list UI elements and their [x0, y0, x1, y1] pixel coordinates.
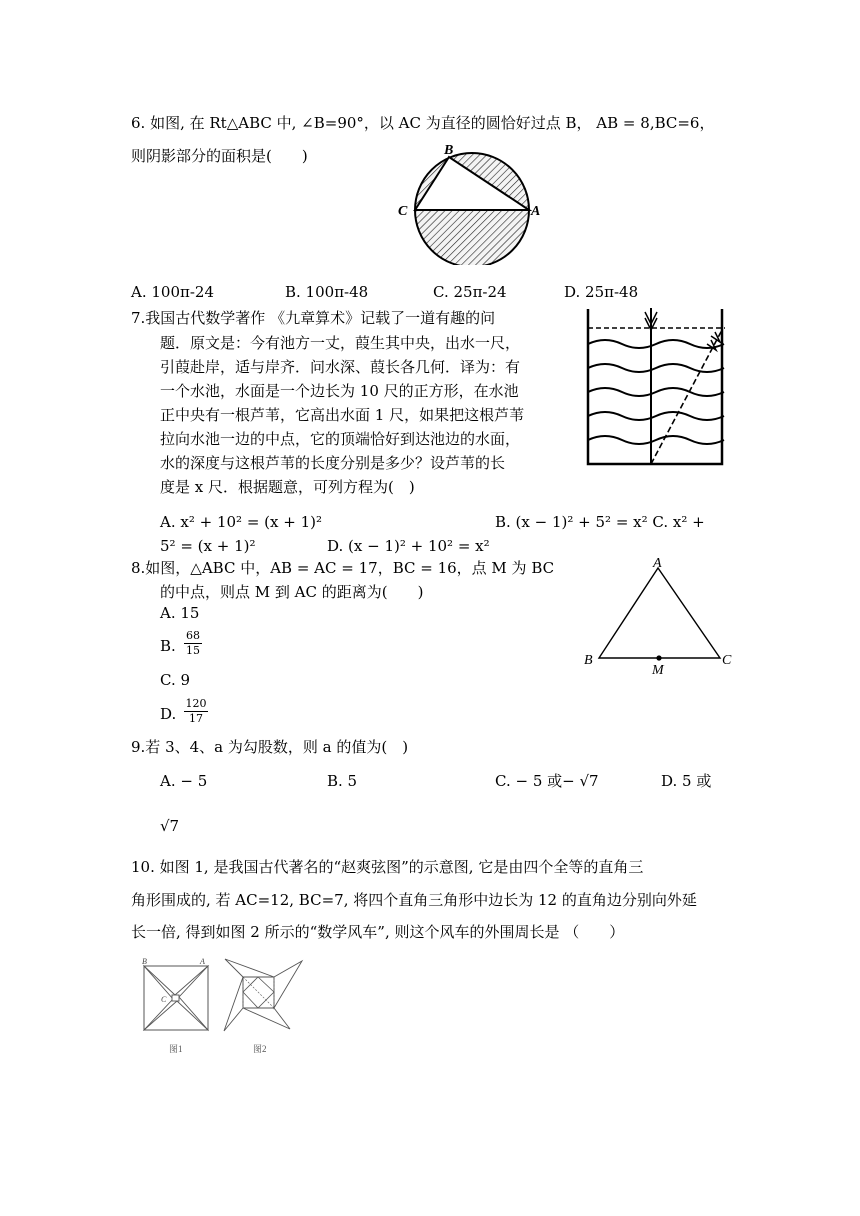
q10-fig1-label-a: A	[200, 957, 205, 966]
q9-stem: 9.若 3、4、a 为勾股数，则 a 的值为( )	[131, 738, 409, 756]
q7-line-6: 拉向水池一边的中点，它的顶端恰好到达池边的水面，	[160, 430, 521, 448]
q8-option-b-fraction	[184, 629, 202, 658]
q10-figure-2	[218, 955, 308, 1057]
q8-option-a: A. 15	[160, 604, 200, 622]
q10-fig1-caption: 图1	[169, 1044, 183, 1054]
q7-line-5: 正中央有一根芦苇，它高出水面 1 尺，如果把这根芦苇	[160, 406, 525, 424]
q10-fig2-caption: 图2	[253, 1044, 267, 1054]
q6-figure	[395, 140, 555, 265]
q9-option-d: D. 5 或	[661, 772, 712, 790]
q8-option-b-label: B.	[160, 637, 176, 655]
q6-label-a: A	[531, 204, 541, 219]
q8-line-2: 的中点，则点 M 到 AC 的距离为( )	[160, 583, 424, 601]
q7-option-c-cont: 5² = (x + 1)²	[160, 537, 256, 555]
q8-option-b-denominator: 15	[186, 644, 200, 657]
q6-option-d: D. 25π-48	[564, 283, 639, 301]
q10-fig1-label-b: B	[142, 957, 147, 966]
q8-option-b-numerator: 68	[186, 629, 200, 642]
q6-lower-shade	[415, 210, 529, 265]
q7-option-b-c: B. (x − 1)² + 5² = x² C. x² +	[495, 513, 705, 531]
q7-line-4: 一个水池，水面是一个边长为 10 尺的正方形，在水池	[160, 382, 519, 400]
q8-label-m: M	[652, 663, 664, 678]
q10-fig1-label-c: C	[161, 995, 167, 1004]
q8-option-d-fraction	[184, 697, 208, 726]
q8-option-d-numerator: 120	[185, 697, 207, 710]
q6-line-2: 则阴影部分的面积是( )	[131, 147, 308, 165]
q7-line-3: 引葭赴岸，适与岸齐．问水深、葭长各几何．译为：有	[160, 358, 521, 376]
q9-option-d-cont: √7	[160, 817, 180, 835]
q6-label-b: B	[444, 143, 454, 158]
q10-figure-1	[136, 955, 216, 1057]
q6-label-c: C	[398, 204, 408, 219]
q8-option-c: C. 9	[160, 671, 191, 689]
q6-line-1: 6. 如图, 在 Rt△ABC 中, ∠B=90°，以 AC 为直径的圆恰好过点 B， AB = 8,BC=6，	[131, 114, 715, 132]
q6-option-a: A. 100π-24	[131, 283, 215, 301]
q10-line-1: 10. 如图 1, 是我国古代著名的“赵爽弦图”的示意图, 它是由四个全等的直角三	[131, 858, 644, 876]
q7-pond-figure	[585, 306, 735, 468]
q9-option-c: C. − 5 或− √7	[495, 772, 599, 790]
q9-option-a: A. − 5	[160, 772, 208, 790]
q8-label-c: C	[722, 653, 732, 668]
q8-option-d-label: D.	[160, 705, 177, 723]
q7-line-1: 7.我国古代数学著作 《九章算术》记载了一道有趣的问	[131, 309, 496, 327]
q6-option-c: C. 25π-24	[433, 283, 507, 301]
q8-label-b: B	[584, 653, 593, 668]
q8-line-1: 8.如图，△ABC 中，AB = AC = 17，BC = 16，点 M 为 BC	[131, 559, 555, 577]
q6-option-b: B. 100π-48	[285, 283, 369, 301]
q8-triangle-figure	[578, 554, 738, 679]
q7-option-a: A. x² + 10² = (x + 1)²	[160, 513, 322, 531]
q10-line-3: 长一倍, 得到如图 2 所示的“数学风车”, 则这个风车的外围周长是 （ ）	[131, 923, 625, 941]
q7-line-8: 度是 x 尺．根据题意，可列方程为( )	[160, 478, 415, 496]
q8-label-a: A	[653, 556, 662, 571]
q10-line-2: 角形围成的, 若 AC=12, BC=7, 将四个直角三角形中边长为 12 的直角边分别向外延	[131, 891, 697, 909]
q7-line-2: 题．原文是：今有池方一丈，葭生其中央，出水一尺，	[160, 334, 521, 352]
q9-option-b: B. 5	[327, 772, 358, 790]
q7-option-d: D. (x − 1)² + 10² = x²	[327, 537, 490, 555]
q7-line-7: 水的深度与这根芦苇的长度分别是多少？设芦苇的长	[160, 454, 506, 472]
q8-option-d-denominator: 17	[189, 712, 203, 725]
